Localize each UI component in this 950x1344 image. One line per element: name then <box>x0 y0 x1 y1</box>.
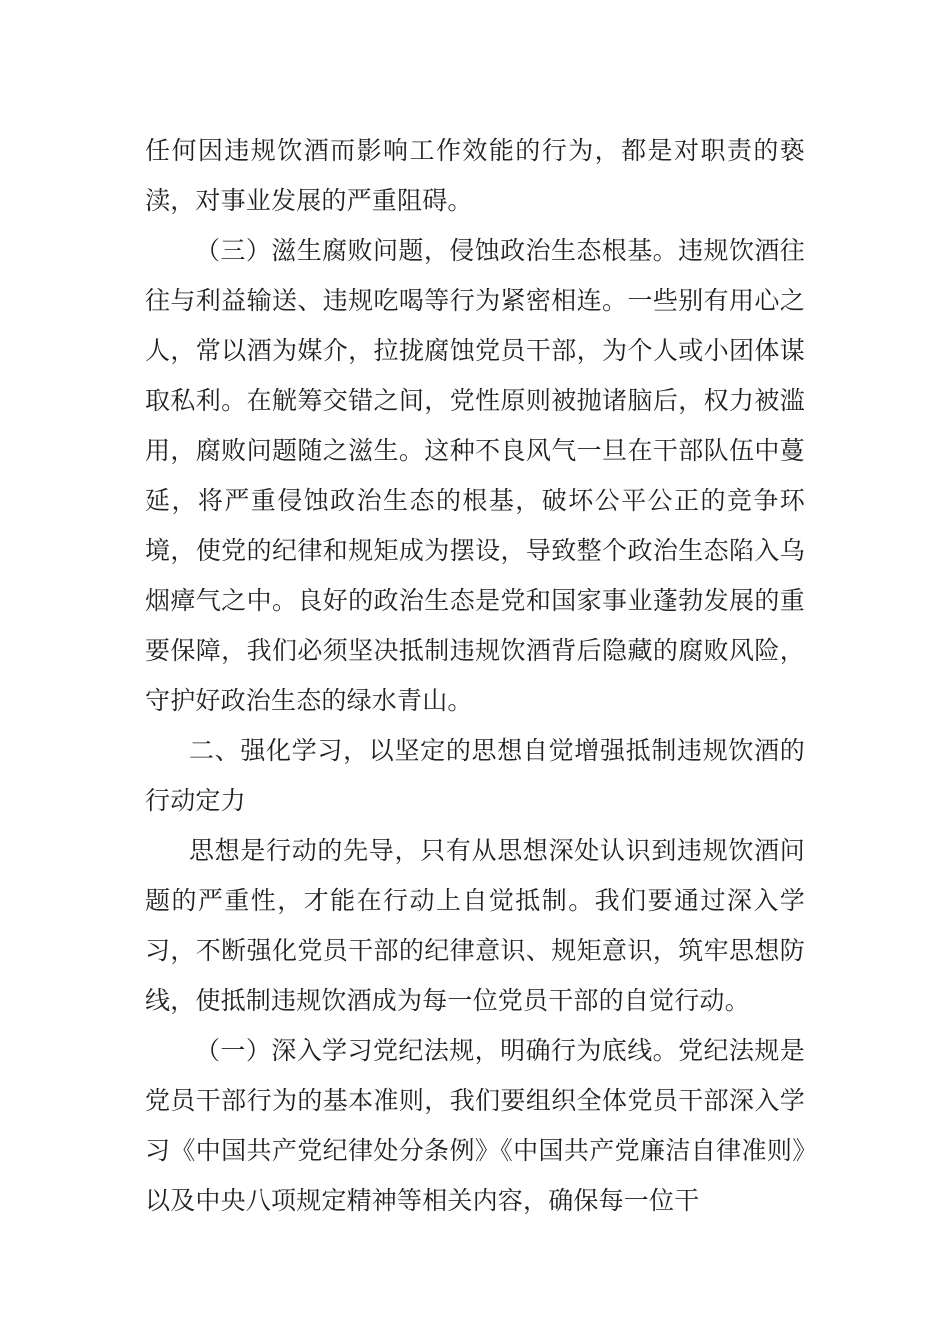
section-heading-two: 二、强化学习，以坚定的思想自觉增强抵制违规饮酒的行动定力 <box>145 736 805 815</box>
paragraph-intro-two: 思想是行动的先导，只有从思想深处认识到违规饮酒问题的严重性，才能在行动上自觉抵制。我们要通过深入学习，不断强化党员干部的纪律意识、规矩意识，筑牢思想防线，使抵制违规饮酒成为每一位党员干部的自觉行动。 <box>145 836 805 1015</box>
paragraph-continuation: 任何因违规饮酒而影响工作效能的行为，都是对职责的亵渎，对事业发展的严重阻碍。 <box>145 136 805 215</box>
document-body <box>145 126 805 1226</box>
paragraph-section-three: （三）滋生腐败问题，侵蚀政治生态根基。违规饮酒往往与利益输送、违规吃喝等行为紧密相连。一些别有用心之人，常以酒为媒介，拉拢腐蚀党员干部，为个人或小团体谋取私利。在觥筹交错之间，党性原则被抛诸脑后，权力被滥用，腐败问题随之滋生。这种不良风气一旦在干部队伍中蔓延，将严重侵蚀政治生态的根基，破坏公平公正的竞争环境，使党的纪律和规矩成为摆设，导致整个政治生态陷入乌烟瘴气之中。良好的政治生态是党和国家事业蓬勃发展的重要保障，我们必须坚决抵制违规饮酒背后隐藏的腐败风险，守护好政治生态的绿水青山。 <box>145 236 805 715</box>
paragraph-sub-one: （一）深入学习党纪法规，明确行为底线。党纪法规是党员干部行为的基本准则，我们要组织全体党员干部深入学习《中国共产党纪律处分条例》《中国共产党廉洁自律准则》以及中央八项规定精神等相关内容，确保每一位干 <box>145 1036 805 1215</box>
